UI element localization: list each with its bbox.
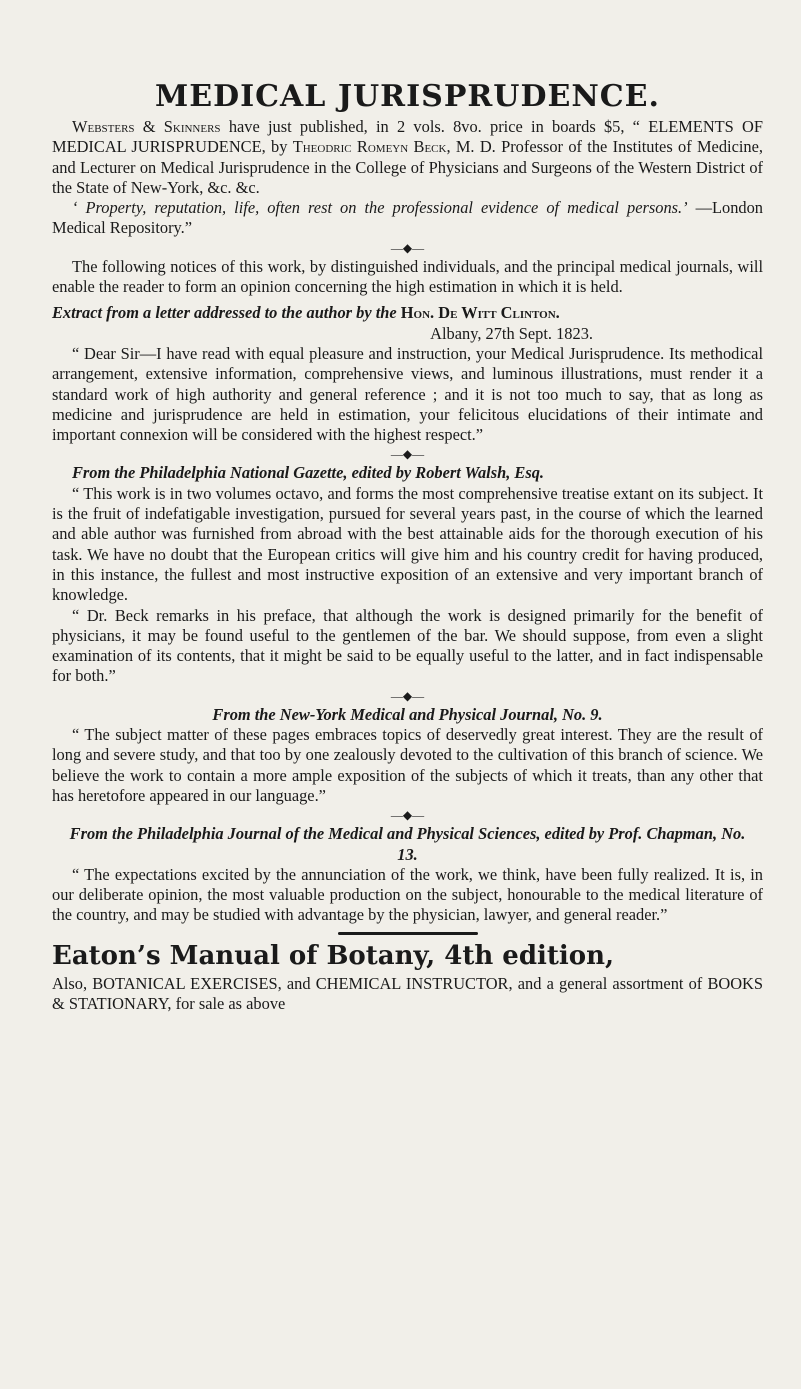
notice-source-text: From the Philadelphia National Gazette, edited by Robert Walsh, Esq. xyxy=(72,463,545,483)
notice-source xyxy=(52,824,763,865)
ornament-divider: —◆— xyxy=(390,688,425,703)
motto-source: —London Medical Repository.” xyxy=(52,198,763,238)
intro-text-2: M. D. Professor of the Institutes of Medicine, and Lecturer on Medical Jurisprudence in the College of Physicians and Surgeons of the Western District of the State of New-York, &c. &c. xyxy=(52,137,763,197)
publishers-name: Websters & Skinners xyxy=(72,117,221,136)
notice-source xyxy=(52,705,763,725)
motto xyxy=(52,198,763,239)
ornament-divider: —◆— xyxy=(390,808,425,823)
preamble: The following notices of this work, by distinguished individuals, and the principal medical journals, will enable the reader to form an opinion concerning the high estimation in which it is held. xyxy=(52,256,763,297)
notice-source xyxy=(52,303,763,323)
notice-source-text: Extract from a letter addressed to the author by the xyxy=(52,303,397,323)
ad-title: Eaton’s Manual of Botany, 4th edition, xyxy=(52,940,615,971)
ornament-divider: —◆— xyxy=(390,240,425,255)
author-name: Theodric Romeyn Beck, xyxy=(292,137,451,157)
notice-dateline: Albany, 27th Sept. 1823. xyxy=(430,323,593,343)
intro-paragraph xyxy=(52,117,763,198)
notice-paragraph: “ The subject matter of these pages embraces topics of deservedly great interest. They are the result of long and severe study, and that too by one zealously devoted to the cultivation of this branch of science. We believe the work to contain a more ample exposition of the subjects of which it treats, than any other that has heretofore appeared in our language.” xyxy=(52,725,763,805)
intro-text: have just published, in 2 vols. 8vo. price in boards $5, “ ELEMENTS OF MEDICAL JURISPRUDENCE, by xyxy=(52,117,763,157)
notice-paragraph: “ The expectations excited by the annunciation of the work, we think, have been fully realized. It is, in our deliberate opinion, the most valuable production on the subject, honourable to the medical literature of the country, and may be studied with advantage by the physician, lawyer, and general reader.” xyxy=(52,864,763,925)
notice-source-text: From the New-York Medical and Physical Journal, No. 9. xyxy=(212,704,603,724)
motto-quote: ‘ Property, reputation, life, often rest on the professional evidence of medical persons.’ xyxy=(72,198,688,218)
notice-source xyxy=(52,463,763,483)
ornament-divider: —◆— xyxy=(390,447,425,462)
masthead-title: MEDICAL JURISPRUDENCE. xyxy=(155,79,660,114)
notice-paragraph: “ Dear Sir—I have read with equal pleasure and instruction, your Medical Jurisprudence. Its methodical arrangement, extensive information, comprehensive views, and luminous illustrations, must render it a standard work of high authority and general reference ; and it is not too much to say, that as long as medicine and jurisprudence are held in estimation, your felicitous elucidations of their intimate and important connexion will be considered with the highest respect.” xyxy=(52,343,763,445)
ad-text: Also, BOTANICAL EXERCISES, and CHEMICAL INSTRUCTOR, and a general assortment of BOOKS & STATIONARY, for sale as above xyxy=(52,973,763,1014)
notice-source-text: From the Philadelphia Journal of the Medical and Physical Sciences, edited by Prof. Chapman, No. 13. xyxy=(69,824,746,864)
section-rule xyxy=(338,932,478,935)
notice-paragraph: “ Dr. Beck remarks in his preface, that although the work is designed primarily for the benefit of physicians, it may be found useful to the gentlemen of the bar. We should suppose, from even a slight examination of its contents, that it might be said to be equally useful to the latter, and in fact indispensable for both.” xyxy=(52,605,763,686)
notice-paragraph: “ This work is in two volumes octavo, and forms the most comprehensive treatise extant on its subject. It is the fruit of indefatigable investigation, pursued for several years past, in the course of which the learned and able author was furnished from abroad with the best attainable aids for the thorough execution of his task. We have no doubt that the European critics will give him and his country credit for having produced, in this instance, the fullest and most instructive exposition of an extensive and very important branch of knowledge. xyxy=(52,483,763,605)
notice-source-name: Hon. De Witt Clinton. xyxy=(400,303,560,323)
